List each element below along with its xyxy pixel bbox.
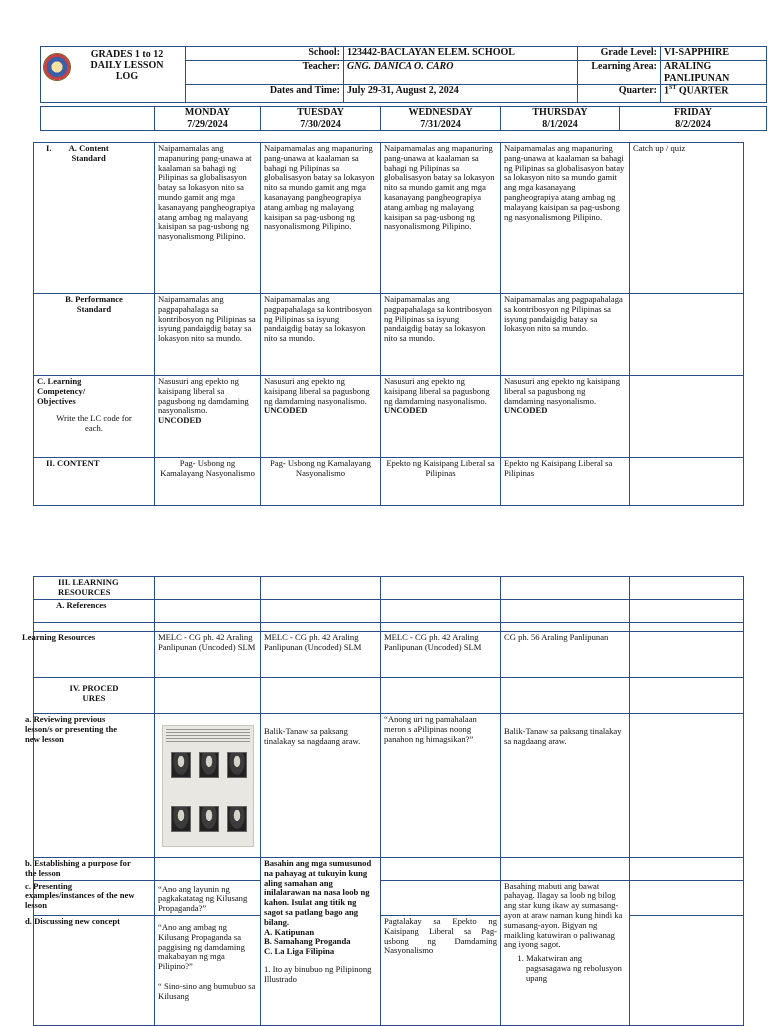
header-title-line1: GRADES 1 to 12 [90, 49, 164, 60]
grade-label: Grade Level: [578, 47, 661, 61]
days-table [40, 106, 767, 131]
learning-resources-tue: MELC - CG ph. 42 Araling Panlipunan (Uncoded) SLM [261, 632, 381, 678]
dates-label: Dates and Time: [186, 85, 344, 103]
content-standard-fri: Catch up / quiz [630, 143, 744, 294]
day-wednesday: WEDNESDAY 7/31/2024 [381, 107, 501, 131]
content-wed: Epekto ng Kaisipang Liberal sa Pilipinas [381, 458, 501, 506]
grade-value: VI-SAPPHIRE [661, 47, 767, 61]
day-thursday: THURSDAY 8/1/2024 [501, 107, 620, 131]
content-standard-mon: Naipamamalas ang mapanuring pang-unawa at kaalaman sa bahagi ng Pilipinas sa globalisasyon batay sa lokasyon nito sa mundo gamit ang mga kasanayang pangheograpiya atang ambag ng malayang kaisipan sa pag-usbong ng nasyonalismong Pilipino. [155, 143, 261, 294]
learning-resources-mon: MELC - CG ph. 42 Araling Panlipunan (Uncoded) SLM [155, 632, 261, 678]
competency-fri [630, 376, 744, 458]
discussing-mon: “Ano ang ambag ng Kilusang Propaganda sa paggising ng damdaming makabayan ng mga Pilipino?” “ Sino-sino ang bumubuo sa Kilusang [155, 915, 261, 1025]
area-label: Learning Area: [578, 61, 661, 85]
learning-resources-label: Learning Resources [22, 632, 143, 678]
performance-standard-fri [630, 294, 744, 376]
content-standard-wed: Naipamamalas ang mapanuring pang-unawa at kaalaman sa bahagi ng Pilipinas sa globalisasyon batay sa lokasyon nito sa mundo gamit ang mga kasanayang pangheograpiya atang ambag ng malayang kaisipan sa pag-usbong ng nasyonalismong Pilipino. [381, 143, 501, 294]
learning-resources-thu: CG ph. 56 Araling Panlipunan [501, 632, 630, 678]
quarter-text: QUARTER [676, 85, 729, 97]
learning-resources-fri [630, 632, 744, 678]
learning-resources-heading: III. LEARNING RESOURCES [34, 577, 155, 600]
learning-resources-wed: MELC - CG ph. 42 Araling Panlipunan (Uncoded) SLM [381, 632, 501, 678]
reviewing-mon [155, 714, 261, 858]
procedures-heading: IV. PROCED URES [34, 678, 155, 714]
objectives-table [33, 142, 744, 506]
quarter-number: 1 [664, 85, 670, 97]
procedures-table [22, 576, 744, 1026]
performance-standard-label: B. Performance Standard [34, 294, 155, 376]
competency-note: Write the LC code for each. [56, 413, 132, 434]
days-blank [41, 107, 155, 131]
propaganda-members-photo [162, 725, 254, 847]
competency-wed: Nasusuri ang epekto ng kaisipang liberal sa pagusbong ng damdaming nasyonalismo. UNCODED [381, 376, 501, 458]
day-friday: FRIDAY 8/2/2024 [620, 107, 767, 131]
performance-standard-mon: Naipamamalas ang pagpapahalaga sa kontribosyon ng Pilipinas sa isyung pandaigdig batay sa lokasyon nito sa mundo. [155, 294, 261, 376]
header-table [40, 46, 767, 103]
quarter-value [661, 85, 767, 103]
content-standard-title: A. Content Standard [68, 143, 109, 163]
content-fri [630, 458, 744, 506]
reviewing-wed: “Anong uri ng pamahalaan meron s aPilipinas noong panahon ng himagsikan?” [381, 714, 501, 858]
discussing-label: d. Discussing new concept [22, 915, 143, 1025]
thursday-activity: Basahing mabuti ang bawat pahayag. Ilagay sa loob ng bilog ang star kung ikaw ay sumasang-ayon at araw naman kung hindi ka sumasang-ayon. Bigyan ng maikling katuwiran o paliwanag ang iyong sagot. 1. Makatwiran ang pagsasagawa ng rebolusyon upang [501, 880, 630, 1025]
teacher-label: Teacher: [186, 61, 344, 85]
competency-mon: Nasusuri ang epekto ng kaisipang liberal sa pagusbong ng damdaming nasyonalismo. UNCODED [155, 376, 261, 458]
content-standard-thu: Naipamamalas ang mapanuring pang-unawa at kaalaman sa bahagi ng Pilipinas sa globalisasyon batay sa lokasyon nito sa mundo gamit ang mga kasanayang pangheograpiya atang ambag ng malayang kaisipan sa pag-usbong ng nasyonalismong Pilipino. [501, 143, 630, 294]
school-label: School: [186, 47, 344, 61]
content-label: II. CONTENT [34, 458, 155, 506]
content-standard-tue: Naipamamalas ang mapanuring pang-unawa at kaalaman sa bahagi ng Pilipinas sa globalisasyon batay sa lokasyon nito sa mundo gamit ang mga kasanayang pangheograpiya atang ambag ng malayang kaisipan sa pag-usbong ng nasyonalismong Pilipino. [261, 143, 381, 294]
deped-seal-icon [43, 53, 71, 81]
tuesday-activity: Basahin ang mga sumusunod na pahayag at tukuyin kung aling samahan ang inilalarawan na nasa loob ng kahon. Isulat ang titik ng sagot sa patlang bago ang bilang. A. Katipunan B. Samahang Proganda C. La Liga Filipina 1. Ito ay binubuo ng Pilipinong Illustrado [261, 858, 381, 1026]
performance-standard-wed: Naipamamalas ang pagpapahalaga sa kontribosyon ng Pilipinas sa isyung pandaigdig batay sa lokasyon nito sa mundo. [381, 294, 501, 376]
content-tue: Pag- Usbong ng Kamalayang Nasyonalismo [261, 458, 381, 506]
competency-label [34, 376, 155, 458]
content-mon: Pag- Usbong ng Kamalayang Nasyonalismo [155, 458, 261, 506]
content-standard-num: I. [46, 143, 52, 153]
competency-thu: Nasusuri ang epekto ng kaisipang liberal sa pagusbong ng damdaming nasyonalismo. UNCODED [501, 376, 630, 458]
presenting-mon: “Ano ang layunin ng pagkakatatag ng Kilusang Propaganda?” [155, 880, 261, 915]
school-value: 123442-BACLAYAN ELEM. SCHOOL [344, 47, 578, 61]
presenting-label: c. Presenting examples/instances of the new lesson [22, 880, 143, 915]
reviewing-fri [630, 714, 744, 858]
reviewing-label: a. Reviewing previous lesson/s or presenting the new lesson [22, 714, 143, 858]
area-value: ARALING PANLIPUNAN [661, 61, 767, 85]
reviewing-thu: Balik-Tanaw sa paksang tinalakay sa nagdaang araw. [501, 714, 630, 858]
content-thu: Epekto ng Kaisipang Liberal sa Pilipinas [501, 458, 630, 506]
thursday-item-1: 1. Makatwiran ang pagsasagawa ng rebolusyon upang [526, 954, 626, 983]
discussing-wed: Pagtalakay sa Epekto ng Kaisipang Liberal sa Pag-usbong ng Damdaming Nasyonalismo [381, 915, 501, 1025]
day-tuesday: TUESDAY 7/30/2024 [261, 107, 381, 131]
header-title-cell [41, 47, 186, 103]
quarter-label: Quarter: [578, 85, 661, 103]
performance-standard-thu: Naipamamalas ang pagpapahalaga sa kontribosyon ng Pilipinas sa isyung pandaigdig batay sa lokasyon nito sa mundo. [501, 294, 630, 376]
references-heading: A. References [34, 600, 155, 623]
header-title-line2: DAILY LESSON [90, 60, 164, 71]
quarter-suffix: ST [669, 85, 677, 91]
performance-standard-tue: Naipamamalas ang pagpapahalaga sa kontribosyon ng Pilipinas sa isyung pandaigdig batay sa lokasyon nito sa mundo. [261, 294, 381, 376]
purpose-label: b. Establishing a purpose for the lesson [22, 858, 143, 881]
content-standard-label [34, 143, 155, 294]
competency-title: C. Learning Competency/ Objectives [37, 376, 86, 406]
reviewing-tue: Balik-Tanaw sa paksang tinalakay sa nagdaang araw. [261, 714, 381, 858]
day-monday: MONDAY 7/29/2024 [155, 107, 261, 131]
competency-tue: Nasusuri ang epekto ng kaisipang liberal sa pagusbong ng damdaming nasyonalismo. UNCODED [261, 376, 381, 458]
header-title-line3: LOG [115, 71, 139, 82]
dates-value: July 29-31, August 2, 2024 [344, 85, 578, 103]
teacher-value: GNG. DANICA O. CARO [344, 61, 578, 85]
